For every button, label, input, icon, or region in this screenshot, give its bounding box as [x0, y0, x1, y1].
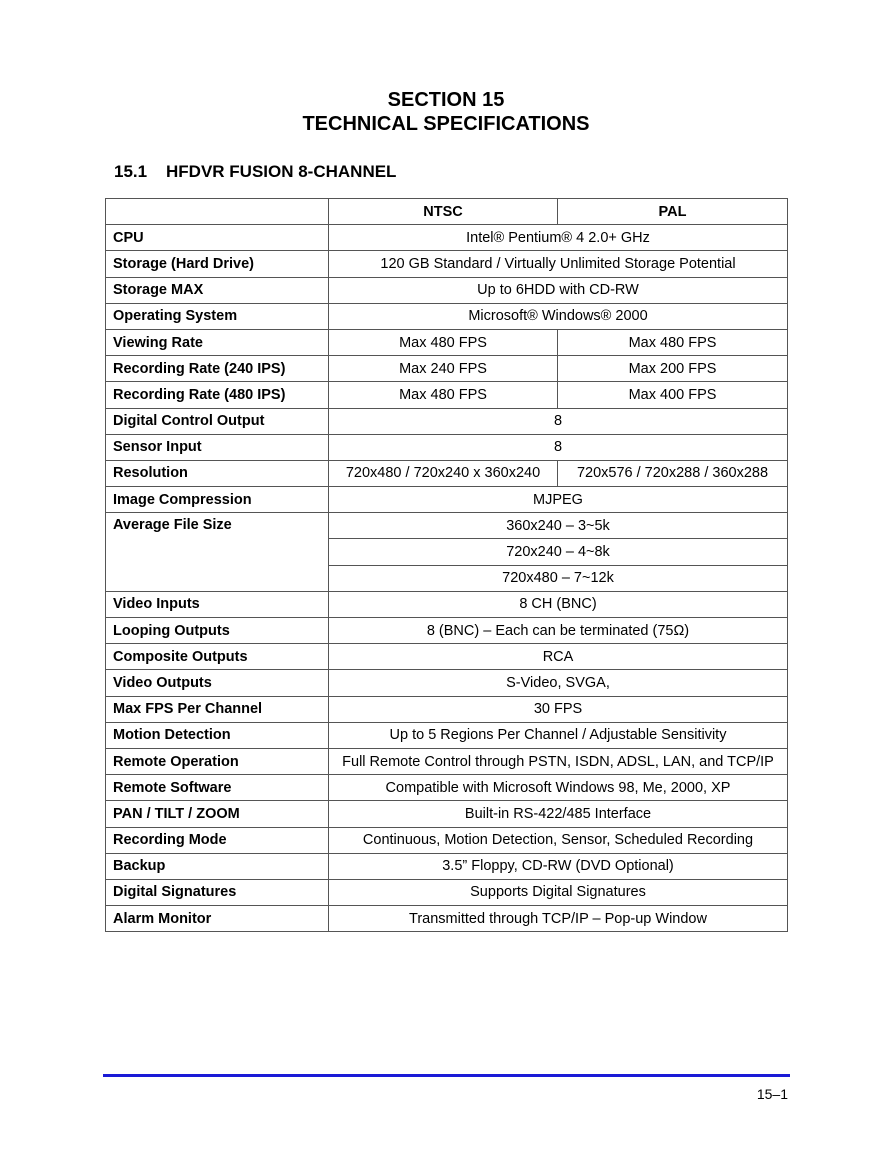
row-label: Storage (Hard Drive)	[106, 251, 329, 277]
table-row	[106, 408, 788, 434]
table-row	[106, 827, 788, 853]
footer-divider	[103, 1074, 790, 1077]
table-row	[106, 775, 788, 801]
row-value: Built-in RS-422/485 Interface	[329, 801, 788, 827]
row-value-pal: Max 200 FPS	[558, 356, 788, 382]
row-label: Motion Detection	[106, 722, 329, 748]
table-row	[106, 487, 788, 513]
table-row	[106, 434, 788, 460]
row-label: Digital Signatures	[106, 879, 329, 905]
row-value: S-Video, SVGA,	[329, 670, 788, 696]
table-row	[106, 277, 788, 303]
row-label: Average File Size	[106, 513, 329, 592]
row-label: Recording Mode	[106, 827, 329, 853]
section-title-heading: TECHNICAL SPECIFICATIONS	[302, 113, 590, 135]
table-row	[106, 356, 788, 382]
row-value: 120 GB Standard / Virtually Unlimited Storage Potential	[329, 251, 788, 277]
header-empty-cell	[106, 199, 329, 225]
row-value: Continuous, Motion Detection, Sensor, Scheduled Recording	[329, 827, 788, 853]
subsection-title: HFDVR FUSION 8-CHANNEL	[166, 162, 397, 181]
table-row	[106, 722, 788, 748]
row-value-pal: Max 400 FPS	[558, 382, 788, 408]
row-label: Image Compression	[106, 487, 329, 513]
spec-table	[105, 198, 788, 932]
row-label: Viewing Rate	[106, 329, 329, 355]
subsection-number: 15.1	[114, 162, 148, 181]
table-row	[106, 670, 788, 696]
row-label: Remote Operation	[106, 748, 329, 774]
row-label: Alarm Monitor	[106, 906, 329, 932]
table-row	[106, 618, 788, 644]
row-value: Microsoft® Windows® 2000	[329, 303, 788, 329]
table-row	[106, 644, 788, 670]
row-label: Video Outputs	[106, 670, 329, 696]
table-row	[106, 225, 788, 251]
row-value: RCA	[329, 644, 788, 670]
page-number: 15–1	[756, 1086, 788, 1102]
row-value-ntsc: Max 480 FPS	[329, 382, 558, 408]
col-header-ntsc: NTSC	[329, 199, 558, 225]
row-label: Recording Rate (480 IPS)	[106, 382, 329, 408]
table-row	[106, 748, 788, 774]
row-value-pal: Max 480 FPS	[558, 329, 788, 355]
row-label: Max FPS Per Channel	[106, 696, 329, 722]
table-header-row	[106, 199, 788, 225]
row-value-ntsc: Max 480 FPS	[329, 329, 558, 355]
table-row	[106, 329, 788, 355]
row-label: Resolution	[106, 460, 329, 486]
row-label: Backup	[106, 853, 329, 879]
row-value: 30 FPS	[329, 696, 788, 722]
col-header-pal: PAL	[558, 199, 788, 225]
row-value: Full Remote Control through PSTN, ISDN, ADSL, LAN, and TCP/IP	[329, 748, 788, 774]
row-value: Up to 6HDD with CD-RW	[329, 277, 788, 303]
row-label: Digital Control Output	[106, 408, 329, 434]
table-row	[106, 696, 788, 722]
table-row	[106, 853, 788, 879]
table-row	[106, 879, 788, 905]
row-label: Looping Outputs	[106, 618, 329, 644]
row-value: 8	[329, 434, 788, 460]
row-label: Recording Rate (240 IPS)	[106, 356, 329, 382]
row-label: Remote Software	[106, 775, 329, 801]
row-value: Transmitted through TCP/IP – Pop-up Window	[329, 906, 788, 932]
table-row	[106, 801, 788, 827]
row-label: PAN / TILT / ZOOM	[106, 801, 329, 827]
row-label: Storage MAX	[106, 277, 329, 303]
row-value: 3.5” Floppy, CD-RW (DVD Optional)	[329, 853, 788, 879]
row-value: Supports Digital Signatures	[329, 879, 788, 905]
row-value: MJPEG	[329, 487, 788, 513]
row-value: 8	[329, 408, 788, 434]
row-label: CPU	[106, 225, 329, 251]
subsection-heading	[114, 161, 396, 183]
table-row	[106, 591, 788, 617]
row-value: Compatible with Microsoft Windows 98, Me, 2000, XP	[329, 775, 788, 801]
row-value-pal: 720x576 / 720x288 / 360x288	[558, 460, 788, 486]
row-value: 8 (BNC) – Each can be terminated (75Ω)	[329, 618, 788, 644]
table-row	[106, 303, 788, 329]
row-value: 8 CH (BNC)	[329, 591, 788, 617]
table-row	[106, 513, 788, 539]
row-label: Video Inputs	[106, 591, 329, 617]
row-value: 720x240 – 4~8k	[329, 539, 788, 565]
row-value-ntsc: 720x480 / 720x240 x 360x240	[329, 460, 558, 486]
section-number-heading: SECTION 15	[387, 89, 505, 111]
row-label: Sensor Input	[106, 434, 329, 460]
table-row	[106, 382, 788, 408]
row-label: Composite Outputs	[106, 644, 329, 670]
row-value-ntsc: Max 240 FPS	[329, 356, 558, 382]
row-value: Intel® Pentium® 4 2.0+ GHz	[329, 225, 788, 251]
row-value: 360x240 – 3~5k	[329, 513, 788, 539]
row-value: Up to 5 Regions Per Channel / Adjustable Sensitivity	[329, 722, 788, 748]
table-row	[106, 251, 788, 277]
table-row	[106, 460, 788, 486]
table-row	[106, 906, 788, 932]
row-label: Operating System	[106, 303, 329, 329]
row-value: 720x480 – 7~12k	[329, 565, 788, 591]
